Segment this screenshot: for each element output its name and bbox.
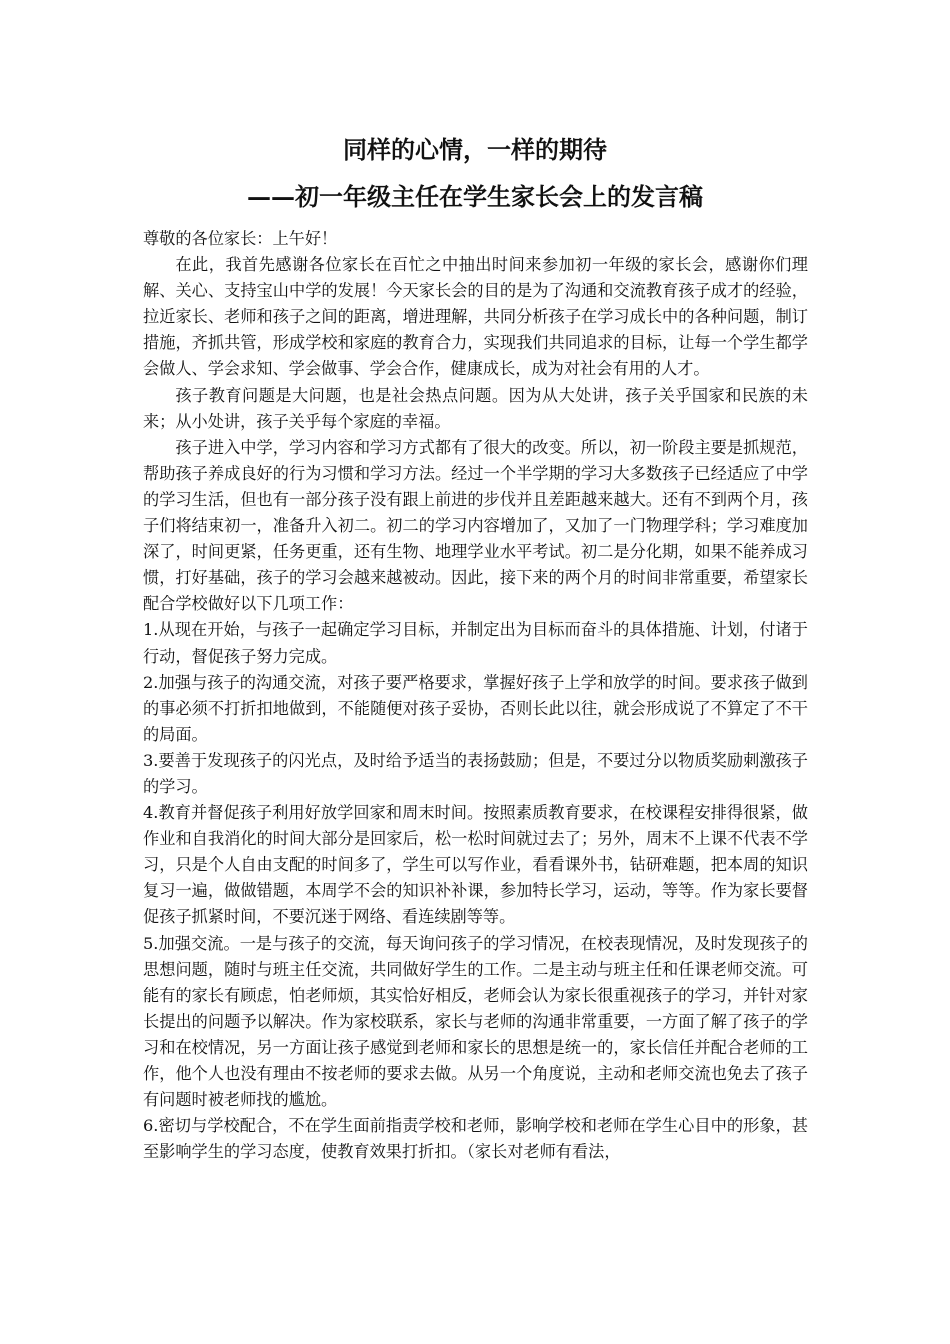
document-subtitle: ——初一年级主任在学生家长会上的发言稿 <box>247 182 703 211</box>
document-title: 同样的心情，一样的期待 <box>343 135 607 164</box>
list-item: 5.加强交流。一是与孩子的交流，每天询问孩子的学习情况，在校表现情况，及时发现孩子的思想问题，随时与班主任交流，共同做好学生的工作。二是主动与班主任和任课老师交流。可能有的家长有顾虑，怕老师烦，其实恰好相反，老师会认为家长很重视孩子的学习，并针对家长提出的问题予以解决。作为家校联系，家长与老师的沟通非常重要，一方面了解了孩子的学习和在校情况，另一方面让孩子感觉到老师和家长的思想是统一的，家长信任并配合老师的工作，他个人也没有理由不按老师的要求去做。从另一个角度说，主动和老师交流也免去了孩子有问题时被老师找的尴尬。 <box>143 933 808 1110</box>
paragraph: 在此，我首先感谢各位家长在百忙之中抽出时间来参加初一年级的家长会，感谢你们理解、关心、支持宝山中学的发展！今天家长会的目的是为了沟通和交流教育孩子成才的经验，拉近家长、老师和孩子之间的距离，增进理解，共同分析孩子在学习成长中的各种问题，制订措施，齐抓共管，形成学校和家庭的教育合力，实现我们共同追求的目标，让每一个学生都学会做人、学会求知、学会做事、学会合作，健康成长，成为对社会有用的人才。 <box>143 255 808 379</box>
list-item: 1.从现在开始，与孩子一起确定学习目标，并制定出为目标而奋斗的具体措施、计划，付诸于行动，督促孩子努力完成。 <box>143 620 808 666</box>
list-item: 2.加强与孩子的沟通交流，对孩子要严格要求，掌握好孩子上学和放学的时间。要求孩子做到的事必须不打折扣地做到，不能随便对孩子妥协，否则长此以往，就会形成说了不算定了不干的局面。 <box>143 672 808 744</box>
list-item: 3.要善于发现孩子的闪光点，及时给予适当的表扬鼓励；但是，不要过分以物质奖励刺激孩子的学习。 <box>143 750 808 796</box>
list-item: 6.密切与学校配合，不在学生面前指责学校和老师，影响学校和老师在学生心目中的形象，甚至影响学生的学习态度，使教育效果打折扣。（家长对老师有看法， <box>143 1116 808 1162</box>
paragraph: 孩子进入中学，学习内容和学习方式都有了很大的改变。所以，初一阶段主要是抓规范，帮助孩子养成良好的行为习惯和学习方法。经过一个半学期的学习大多数孩子已经适应了中学的学习生活，但也有一部分孩子没有跟上前进的步伐并且差距越来越大。还有不到两个月，孩子们将结束初一，准备升入初二。初二的学习内容增加了，又加了一门物理学科；学习难度加深了，时间更紧，任务更重，还有生物、地理学业水平考试。初二是分化期，如果不能养成习惯，打好基础，孩子的学习会越来越被动。因此，接下来的两个月的时间非常重要，希望家长配合学校做好以下几项工作： <box>143 437 808 614</box>
paragraph: 孩子教育问题是大问题，也是社会热点问题。因为从大处讲，孩子关乎国家和民族的未来；从小处讲，孩子关乎每个家庭的幸福。 <box>143 385 808 431</box>
list-item: 4.教育并督促孩子利用好放学回家和周末时间。按照素质教育要求，在校课程安排得很紧，做作业和自我消化的时间大部分是回家后，松一松时间就过去了；另外，周末不上课不代表不学习，只是个人自由支配的时间多了，学生可以写作业，看看课外书，钻研难题，把本周的知识复习一遍，做做错题，本周学不会的知识补补课，参加特长学习，运动，等等。作为家长要督促孩子抓紧时间，不要沉迷于网络、看连续剧等等。 <box>143 803 808 927</box>
document-body <box>143 226 808 1165</box>
greeting: 尊敬的各位家长：上午好！ <box>143 229 338 248</box>
